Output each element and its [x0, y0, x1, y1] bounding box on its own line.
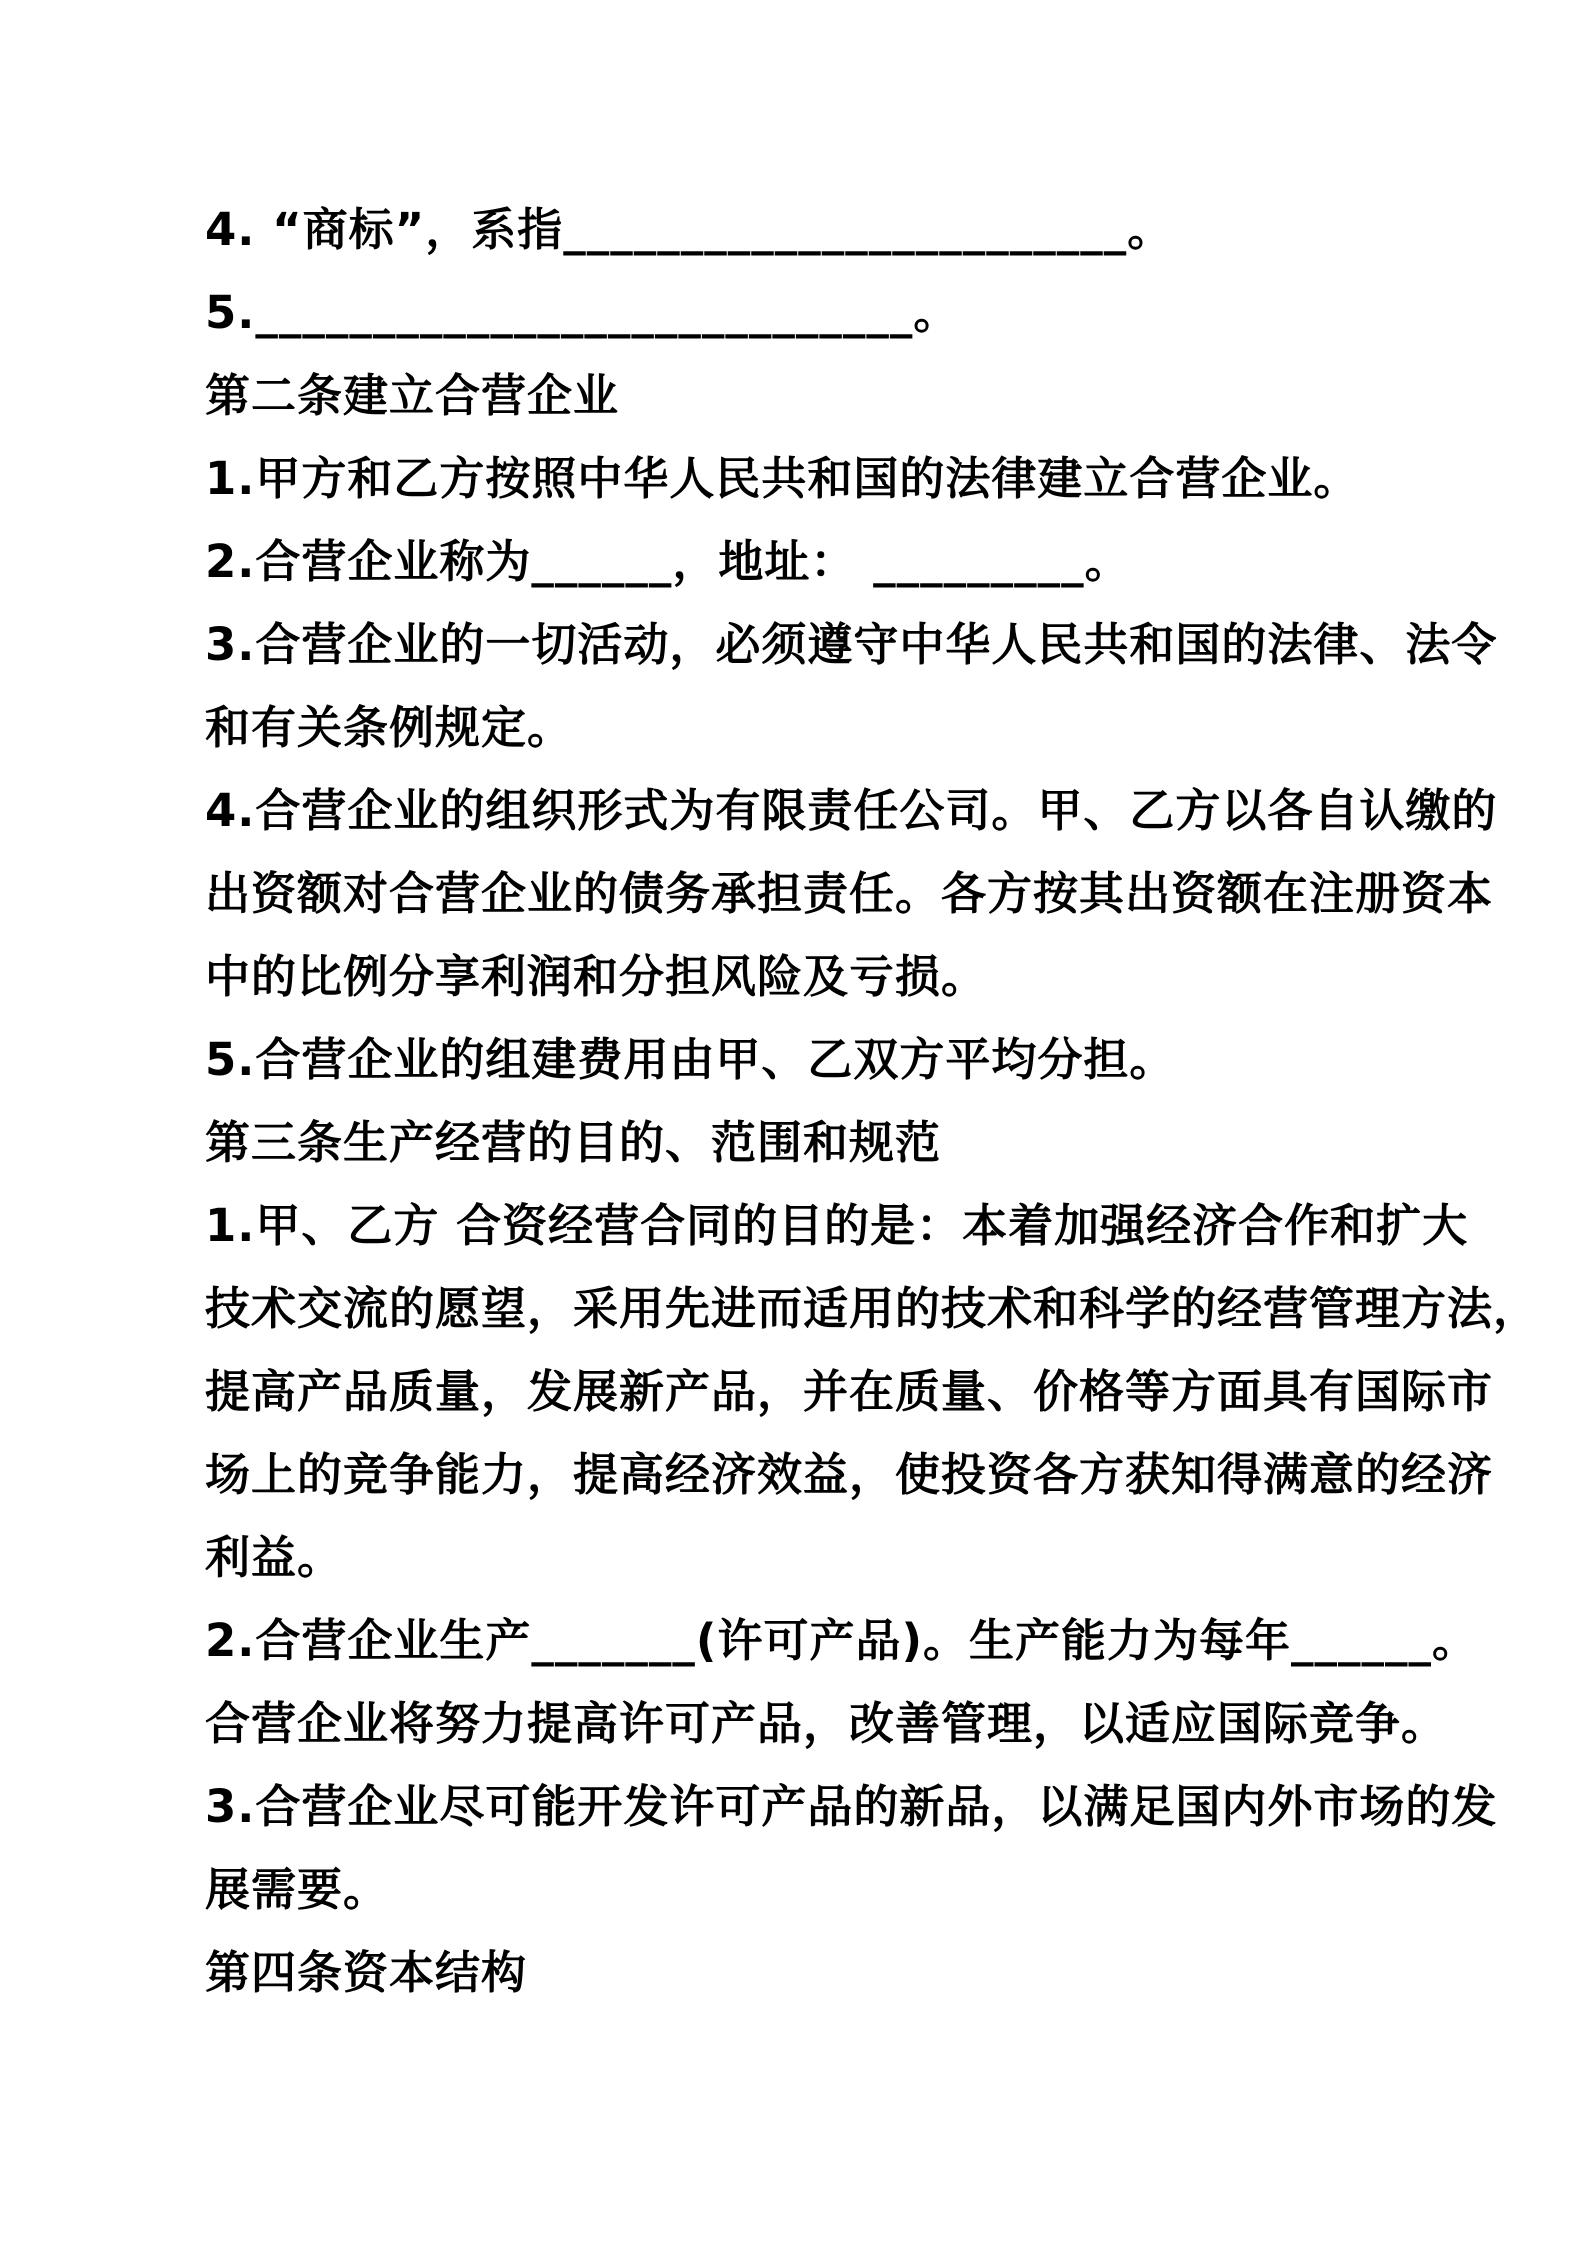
article3-item-3-line-1: 3.合营企业尽可能开发许可产品的新品，以满足国内外市场的发 — [205, 1780, 1498, 1833]
article2-item-4-line-1: 4.合营企业的组织形式为有限责任公司。甲、乙方以各自认缴的 — [205, 784, 1498, 837]
article3-item-3-line-2: 展需要。 — [205, 1863, 390, 1916]
section-heading-article-3: 第三条生产经营的目的、范围和规范 — [205, 1116, 942, 1169]
article3-item-2-line-1: 2.合营企业生产_______(许可产品)。生产能力为每年______。 — [205, 1614, 1479, 1667]
article3-item-1-line-4: 场上的竞争能力，提高经济效益，使投资各方获知得满意的经济 — [205, 1448, 1494, 1501]
article3-item-1-line-3: 提高产品质量，发展新产品，并在质量、价格等方面具有国际市 — [205, 1365, 1494, 1418]
article2-item-3-line-1: 3.合营企业的一切活动，必须遵守中华人民共和国的法律、法令 — [205, 618, 1498, 671]
article3-item-1-line-1: 1.甲、乙方 合资经营合同的目的是：本着加强经济合作和扩大 — [205, 1199, 1469, 1252]
clause-definition-blank-5: 5.____________________________。 — [205, 286, 960, 339]
clause-trademark-definition: 4. “商标”，系指________________________。 — [205, 203, 1174, 256]
article3-item-1-line-5: 利益。 — [205, 1531, 344, 1584]
article2-item-4-line-2: 出资额对合营企业的债务承担责任。各方按其出资额在注册资本 — [205, 867, 1494, 920]
article3-item-2-line-2: 合营企业将努力提高许可产品，改善管理，以适应国际竞争。 — [205, 1697, 1448, 1750]
section-heading-article-2: 第二条建立合营企业 — [205, 369, 620, 422]
article2-item-5: 5.合营企业的组建费用由甲、乙双方平均分担。 — [205, 1033, 1176, 1086]
section-heading-article-4: 第四条资本结构 — [205, 1946, 528, 1999]
article3-item-1-line-2: 技术交流的愿望，采用先进而适用的技术和科学的经营管理方法， — [205, 1282, 1540, 1335]
article2-item-3-line-2: 和有关条例规定。 — [205, 701, 574, 754]
article2-item-2: 2.合营企业称为______，地址： _________。 — [205, 535, 1131, 588]
article2-item-1: 1.甲方和乙方按照中华人民共和国的法律建立合营企业。 — [205, 452, 1360, 505]
article2-item-4-line-3: 中的比例分享利润和分担风险及亏损。 — [205, 950, 988, 1003]
